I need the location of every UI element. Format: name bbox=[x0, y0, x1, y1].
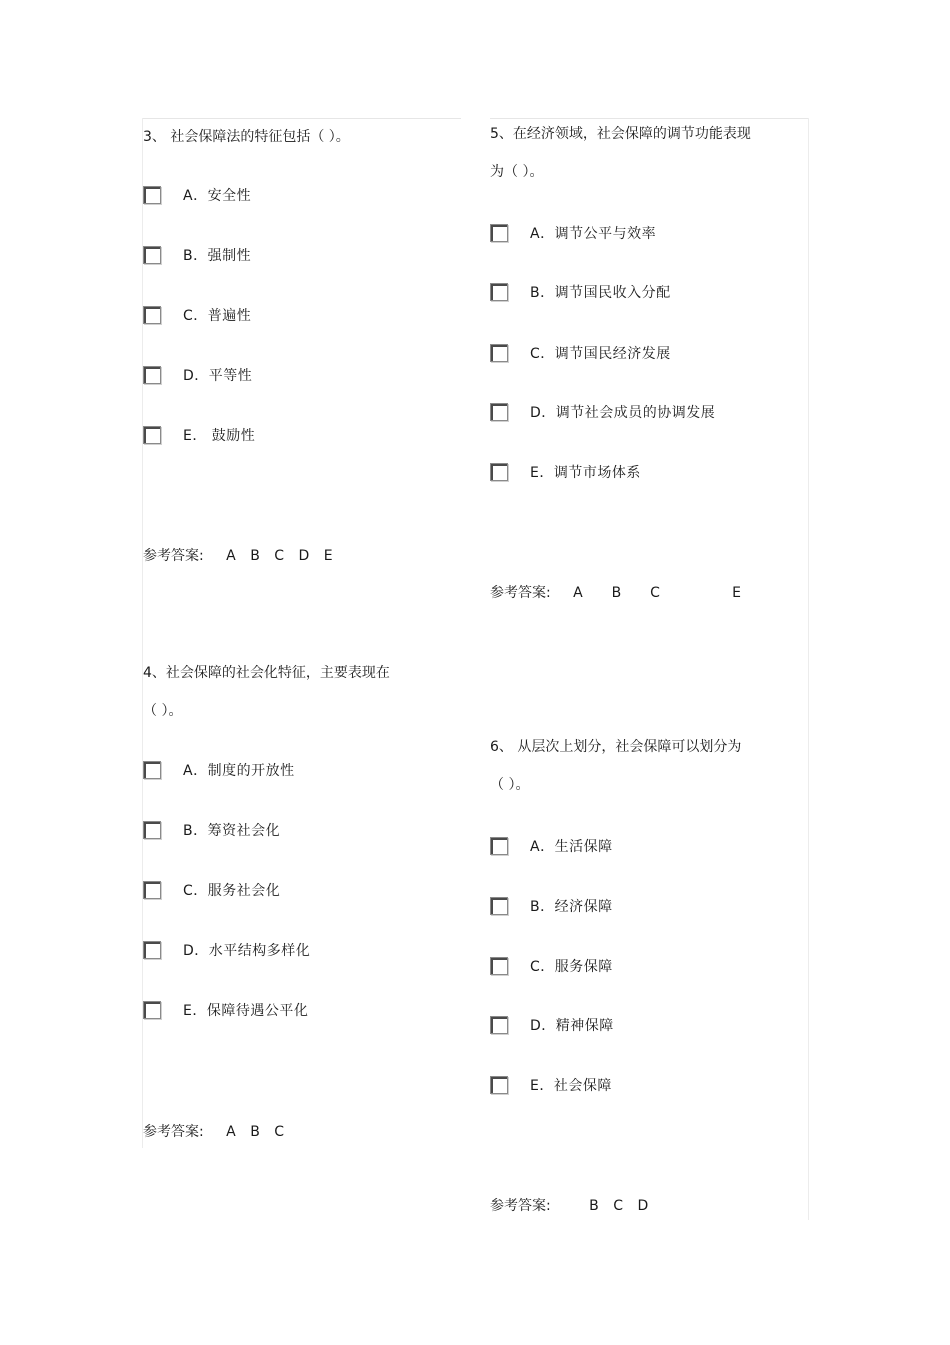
q5-answer-value: A B C E bbox=[573, 585, 742, 601]
checkbox-icon[interactable] bbox=[490, 897, 508, 915]
q5-option-a-label: A．调节公平与效率 bbox=[530, 226, 657, 242]
q5-option-d[interactable] bbox=[490, 401, 715, 423]
q4-option-b-label: B．筹资社会化 bbox=[183, 823, 281, 839]
q6-option-c-label: C．服务保障 bbox=[530, 959, 613, 975]
q3-option-c[interactable] bbox=[143, 304, 251, 326]
q5-answer bbox=[490, 582, 741, 602]
question-4 bbox=[143, 654, 443, 730]
q4-answer-value: A B C bbox=[226, 1124, 285, 1140]
q4-option-a-label: A．制度的开放性 bbox=[183, 763, 295, 779]
q4-answer-label: 参考答案: bbox=[143, 1124, 204, 1140]
q6-option-d-label: D．精神保障 bbox=[530, 1018, 614, 1034]
q3-option-a-label: A．安全性 bbox=[183, 188, 252, 204]
q6-option-a[interactable] bbox=[490, 835, 613, 857]
q3-option-e[interactable] bbox=[143, 424, 255, 446]
q4-option-c[interactable] bbox=[143, 879, 280, 901]
question-4-line2: （ ）。 bbox=[143, 703, 183, 719]
q3-answer-value: A B C D E bbox=[226, 548, 333, 564]
checkbox-icon[interactable] bbox=[143, 941, 161, 959]
q6-answer-label: 参考答案: bbox=[490, 1198, 551, 1214]
q6-option-c[interactable] bbox=[490, 955, 613, 977]
q3-option-d[interactable] bbox=[143, 364, 252, 386]
question-6-line2: （ ）。 bbox=[490, 777, 530, 793]
question-6 bbox=[490, 728, 790, 804]
checkbox-icon[interactable] bbox=[143, 306, 161, 324]
checkbox-icon[interactable] bbox=[143, 821, 161, 839]
q3-answer-label: 参考答案: bbox=[143, 548, 204, 564]
checkbox-icon[interactable] bbox=[143, 1001, 161, 1019]
q4-option-e-label: E．保障待遇公平化 bbox=[183, 1003, 309, 1019]
q3-option-a[interactable] bbox=[143, 184, 251, 206]
checkbox-icon[interactable] bbox=[143, 426, 161, 444]
checkbox-icon[interactable] bbox=[143, 366, 161, 384]
q3-option-c-label: C．普遍性 bbox=[183, 308, 252, 324]
checkbox-icon[interactable] bbox=[143, 761, 161, 779]
checkbox-icon[interactable] bbox=[143, 186, 161, 204]
q6-answer bbox=[490, 1195, 648, 1215]
q4-option-c-label: C．服务社会化 bbox=[183, 883, 281, 899]
question-5-line1: 5、在经济领域，社会保障的调节功能表现 bbox=[490, 126, 751, 142]
checkbox-icon[interactable] bbox=[490, 957, 508, 975]
checkbox-icon[interactable] bbox=[490, 224, 508, 242]
q5-answer-label: 参考答案: bbox=[490, 585, 551, 601]
checkbox-icon[interactable] bbox=[490, 463, 508, 481]
q3-option-b[interactable] bbox=[143, 244, 251, 266]
question-5-line2: 为（ ）。 bbox=[490, 164, 544, 180]
q5-option-e-label: E．调节市场体系 bbox=[530, 465, 641, 481]
q6-answer-value: B C D bbox=[589, 1198, 649, 1214]
q4-option-e[interactable] bbox=[143, 999, 308, 1021]
checkbox-icon[interactable] bbox=[143, 246, 161, 264]
question-5 bbox=[490, 115, 790, 191]
q3-option-e-label: E． 鼓励性 bbox=[183, 428, 256, 444]
q6-option-e[interactable] bbox=[490, 1074, 612, 1096]
question-3-text: 3、 社会保障法的特征包括（ ）。 bbox=[143, 129, 350, 145]
checkbox-icon[interactable] bbox=[490, 1016, 508, 1034]
question-4-line1: 4、社会保障的社会化特征，主要表现在 bbox=[143, 665, 390, 681]
q4-option-b[interactable] bbox=[143, 819, 280, 841]
q4-option-d-label: D．水平结构多样化 bbox=[183, 943, 311, 959]
checkbox-icon[interactable] bbox=[490, 1076, 508, 1094]
question-6-line1: 6、 从层次上划分，社会保障可以划分为 bbox=[490, 739, 742, 755]
question-3 bbox=[143, 118, 443, 156]
q6-option-d[interactable] bbox=[490, 1014, 614, 1036]
checkbox-icon[interactable] bbox=[143, 881, 161, 899]
left-column-left-border bbox=[142, 118, 143, 1148]
q6-option-b[interactable] bbox=[490, 895, 613, 917]
q6-option-a-label: A．生活保障 bbox=[530, 839, 613, 855]
q5-option-b-label: B．调节国民收入分配 bbox=[530, 285, 671, 301]
q3-option-d-label: D．平等性 bbox=[183, 368, 253, 384]
q6-option-e-label: E．社会保障 bbox=[530, 1078, 612, 1094]
q3-option-b-label: B．强制性 bbox=[183, 248, 252, 264]
right-column-right-border bbox=[808, 118, 809, 1220]
q4-option-a[interactable] bbox=[143, 759, 295, 781]
q5-option-b[interactable] bbox=[490, 281, 671, 303]
checkbox-icon[interactable] bbox=[490, 837, 508, 855]
q3-answer bbox=[143, 545, 333, 565]
q5-option-a[interactable] bbox=[490, 222, 656, 244]
q5-option-c[interactable] bbox=[490, 342, 671, 364]
q5-option-d-label: D．调节社会成员的协调发展 bbox=[530, 405, 716, 421]
checkbox-icon[interactable] bbox=[490, 403, 508, 421]
q4-answer bbox=[143, 1121, 284, 1141]
q6-option-b-label: B．经济保障 bbox=[530, 899, 613, 915]
q5-option-c-label: C．调节国民经济发展 bbox=[530, 346, 671, 362]
q4-option-d[interactable] bbox=[143, 939, 310, 961]
checkbox-icon[interactable] bbox=[490, 344, 508, 362]
q5-option-e[interactable] bbox=[490, 461, 641, 483]
checkbox-icon[interactable] bbox=[490, 283, 508, 301]
